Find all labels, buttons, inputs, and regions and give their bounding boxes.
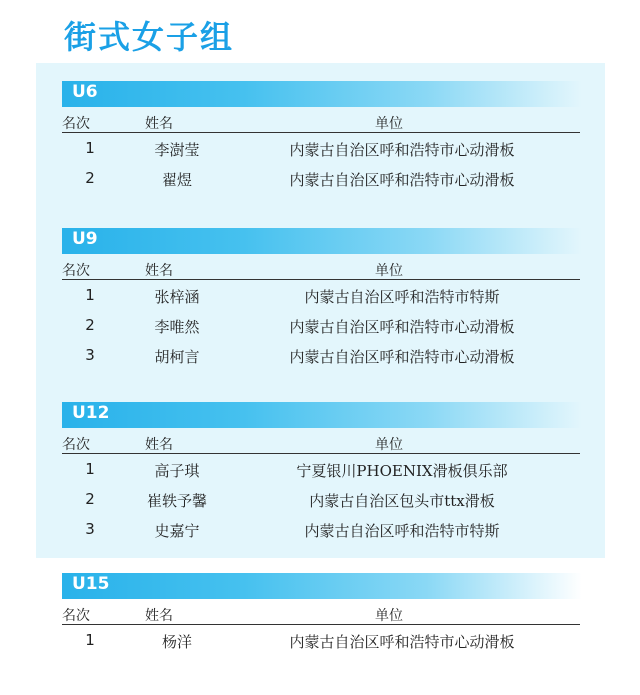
group-band [62,81,582,107]
header-name: 姓名 [145,116,173,132]
header-name: 姓名 [145,437,173,453]
header-rank: 名次 [62,116,90,132]
rank-cell: 1 [85,139,95,157]
unit-cell: 宁夏银川PHOENIX滑板俱乐部 [296,462,508,480]
unit-cell: 内蒙古自治区包头市ttx滑板 [309,492,495,510]
header-unit: 单位 [375,263,403,279]
name-cell: 李唯然 [154,318,200,336]
unit-cell: 内蒙古自治区呼和浩特市心动滑板 [289,318,515,336]
header-name: 姓名 [145,263,173,279]
rank-cell: 1 [85,460,95,478]
table-row [62,344,580,368]
header-unit: 单位 [375,116,403,132]
table-row [62,629,580,653]
name-cell: 胡柯言 [154,348,200,366]
unit-cell: 内蒙古自治区呼和浩特市特斯 [304,522,500,540]
table-row [62,284,580,308]
name-cell: 杨洋 [161,633,192,651]
page-title: 街式女子组 [64,18,235,56]
unit-cell: 内蒙古自治区呼和浩特市特斯 [304,288,500,306]
unit-cell: 内蒙古自治区呼和浩特市心动滑板 [289,348,515,366]
group-section-u15 [36,558,605,674]
header-unit: 单位 [375,608,403,624]
header-rank: 名次 [62,263,90,279]
rank-cell: 2 [85,490,95,508]
group-section-u6 [36,63,605,210]
group-label: U12 [72,403,110,423]
name-cell: 崔轶予馨 [146,492,207,510]
rank-cell: 3 [85,346,95,364]
group-band [62,228,582,254]
table-row [62,167,580,191]
unit-cell: 内蒙古自治区呼和浩特市心动滑板 [289,171,515,189]
header-rank: 名次 [62,437,90,453]
unit-cell: 内蒙古自治区呼和浩特市心动滑板 [289,633,515,651]
table-row [62,137,580,161]
table-header [62,604,580,625]
name-cell: 翟煜 [161,171,192,189]
header-name: 姓名 [145,608,173,624]
name-cell: 高子琪 [154,462,200,480]
rank-cell: 2 [85,169,95,187]
rank-cell: 2 [85,316,95,334]
group-label: U15 [72,574,110,594]
table-header [62,259,580,280]
name-cell: 张梓涵 [154,288,200,306]
group-label: U9 [72,229,98,249]
group-band [62,402,582,428]
group-section-u9 [36,210,605,384]
table-header [62,433,580,454]
header-unit: 单位 [375,437,403,453]
group-label: U6 [72,82,98,102]
table-row [62,518,580,542]
rank-cell: 1 [85,286,95,304]
header-rank: 名次 [62,608,90,624]
name-cell: 史嘉宁 [154,522,200,540]
group-band [62,573,582,599]
rank-cell: 1 [85,631,95,649]
group-section-u12 [36,384,605,558]
table-row [62,314,580,338]
unit-cell: 内蒙古自治区呼和浩特市心动滑板 [289,141,515,159]
table-row [62,488,580,512]
table-header [62,112,580,133]
name-cell: 李澍莹 [154,141,200,159]
rank-cell: 3 [85,520,95,538]
table-row [62,458,580,482]
